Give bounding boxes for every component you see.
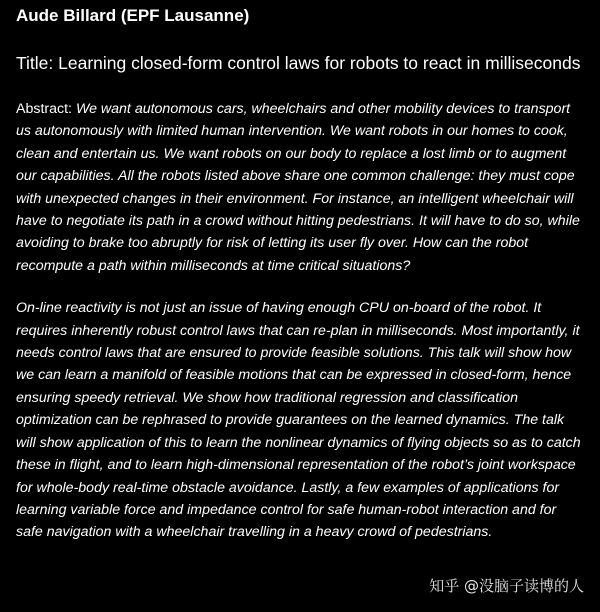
abstract-body: We want autonomous cars, wheelchairs and other mobility devices to transport us autonomously with limited human intervention. We want robots in our homes to cook, clean and entertain us. We want robots on our body to replace a lost limb or to augment our capabilities. All the robots listed above share one common challenge: they must cope with unexpected changes in their environment. For instance, an intelligent wheelchair will have to negotiate its path in a crowd without hitting pedestrians. It will have to do so, while avoiding to brake too abruptly for risk of letting its user fly over. How can the robot recompute a path within milliseconds at time critical situations? [16, 101, 580, 274]
watermark-text: 知乎 @没脑子读博的人 [429, 577, 584, 595]
talk-title: Title: Learning closed-form control laws for robots to react in milliseconds [16, 53, 581, 73]
abstract-label: Abstract: [16, 101, 76, 117]
second-paragraph: On-line reactivity is not just an issue of having enough CPU on-board of the robot. It requires inherently robust control laws that can re-plan in milliseconds. Most importantly, it needs control laws that are ensured to provide feasible solutions. This talk will show how we can learn a manifold of feasible motions that can be expressed in closed-form, hence ensuring speedy retrieval. We show how traditional regression and classification optimization can be rephrased to provide guarantees on the learned dynamics. The talk will show application of this to learn the nonlinear dynamics of flying objects so as to catch these in flight, and to learn high-dimensional representation of the robot’s joint workspace for whole-body real-time obstacle avoidance. Lastly, a few examples of applications for learning variable force and impedance control for safe human-robot interaction and for safe navigation with a wheelchair travelling in a heavy crowd of pedestrians. [16, 300, 581, 541]
document-page [16, 5, 586, 544]
author-heading: Aude Billard (EPF Lausanne) [16, 6, 250, 25]
abstract-paragraph [16, 98, 586, 277]
